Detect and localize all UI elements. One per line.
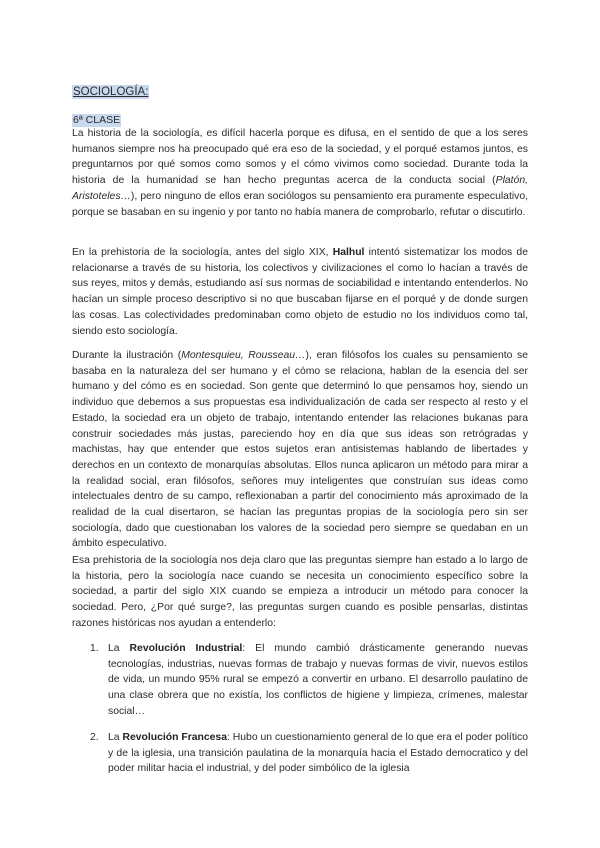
list-item: [90, 641, 528, 720]
paragraph-4: Esa prehistoria de la sociología nos deja claro que las preguntas siempre han estado a lo largo de la historia, pero la sociología nace cuando se necesita un conocimiento específico sobre la sociedad, a partir del siglo XIX cuando se empieza a introducir un método para conocer la sociedad. Pero, ¿Por qué surge?, las preguntas surgen cuando es posible pensarlas, distintas razones históricas nos ayudan a entenderlo:: [72, 555, 528, 629]
list-item-pre: La: [108, 732, 123, 743]
document-heading: SOCIOLOGÍA:: [73, 86, 149, 98]
p3-text-b: ), eran filósofos los cuales su pensamiento se basaba en la naturaleza del ser humano y el cómo se relaciona, hablan de la esencia del ser humano y del cómo es en sociedad. Son gente que determinó lo que pensamos hoy, siendo un individuo que debemos a sus propuestas esa individualización de cada ser respecto al resto y el Estado, la sociedad era un objeto de trabajo, intentando entender las relaciones bukanas para construir sociedades más justas, pareciendo hoy en día que sus ideas son retrógradas y machistas, hay que entender que estos sujetos eran antisistemas hablando de libertades y derechos en un contexto de monarquías absolutas. Ellos nunca aplicaron un método para mirar a la realidad social, eran filósofos, señores muy inteligentes que construían sus ideas como intelectuales dentro de su campo, reflexionaban a partir del conocimiento más aproximado de la realidad de la cual disertaron, se hacían las preguntas propias de la sociología pero sin ser sociología, dado que cuestionaban los valores de la sociedad pero siempre se quedaban en un ámbito especulativo.: [72, 350, 529, 550]
list-item-bold: Revolución Francesa: [122, 732, 227, 743]
p2-text-a: En la prehistoria de la sociología, antes del siglo XIX,: [72, 247, 333, 258]
p3-text-a: Durante la ilustración (: [72, 350, 182, 361]
p3-names: Montesquieu, Rousseau…: [181, 350, 306, 361]
numbered-list-item-1: [90, 641, 528, 720]
paragraph-2: [72, 245, 528, 339]
list-item: [90, 730, 528, 777]
p2-text-b: intentó sistematizar los modos de relacionarse a través de su historia, los colectivos y civilizaciones el como lo hacían a través de sus reyes, mitos y demás, estudiando así sus normas de sociabilidad e intentando entenderlos. No hacían un simple proceso descriptivo si no que buscaban fijarse en el porqué y de donde surgen las cosas. Las colectividades predominaban como objeto de estudio no los individuos como tal, siendo esto sociología.: [72, 247, 528, 337]
list-item-bold: Revolución Industrial: [129, 643, 243, 654]
list-item-pre: La: [108, 643, 130, 654]
p1-text-a: La historia de la sociología, es difícil hacerla porque es difusa, en el sentido de que a los seres humanos siempre nos ha preocupado qué era eso de la sociedad, y el porqué estamos juntos, es preguntarnos por qué somos como somos y el cómo vivimos como sociedad. Durante toda la historia de la humanidad se han hecho preguntas acerca de la conducta social (: [72, 128, 528, 187]
class-label: 6ª CLASE: [73, 114, 121, 126]
p1-names: Platón, Aristoteles…: [72, 175, 528, 202]
list-number: 1.: [90, 643, 99, 654]
list-number: 2.: [90, 732, 99, 743]
paragraph-1: [72, 126, 528, 220]
list-item-text: : Hubo un cuestionamiento general de lo que era el poder político y de la iglesia, una transición paulatina de la monarquía hacia el Estado democratico y del poder militar hacia el industrial, y del poder simbólico de la iglesia: [108, 732, 528, 775]
p1-text-b: ), pero ninguno de ellos eran sociólogos su pensamiento era puramente especulativo, porque se basaban en su ingenio y por tanto no había manera de comprobarlo, refutar o discutirlo.: [72, 190, 528, 218]
paragraph-3: [72, 348, 528, 552]
numbered-list-item-2: [90, 730, 528, 777]
list-item-text: : El mundo cambió drásticamente generando nuevas tecnologías, industrias, nuevas formas de trabajo y nuevas formas de vivir, nuevos estilos de vida, un mundo 95% rural se empezó a convertir en urbano. El desarrollo paulatino de una clase obrera que no existía, los conflictos de higiene y limpieza, crímenes, malestar social…: [108, 643, 529, 717]
p2-bold: Halhul: [332, 247, 365, 258]
